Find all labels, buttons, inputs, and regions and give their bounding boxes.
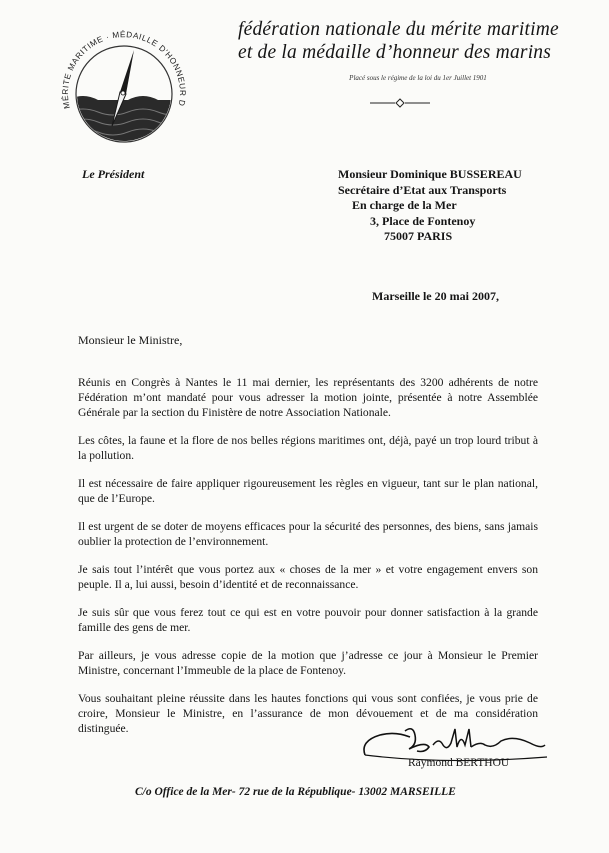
footer-address: C/o Office de la Mer- 72 rue de la République- 13002 MARSEILLE [135, 786, 456, 798]
svg-text:MÉRITE MARITIME · MÉDAILLE D'H [48, 12, 187, 110]
letter-date: Marseille le 20 mai 2007, [372, 289, 499, 303]
body-paragraph: Il est nécessaire de faire appliquer rigoureusement les règles en vigueur, tant sur le plan national, que de l’Europe. [78, 476, 538, 505]
addressee-street: 3, Place de Fontenoy [370, 213, 476, 228]
body-paragraph: Il est urgent de se doter de moyens efficaces pour la sécurité des personnes, des biens, sans jamais oublier la protection de l’environnement. [78, 520, 538, 548]
body-paragraph: Les côtes, la faune et la flore de nos belles régions maritimes ont, déjà, payé un trop lourd tribut à la pollution. [78, 433, 538, 462]
federation-logo [48, 12, 200, 164]
addressee-title: Secrétaire d’Etat aux Transports [338, 182, 507, 197]
body-paragraph: Par ailleurs, je vous adresse copie de la motion que j’adresse ce jour à Monsieur le Premier Ministre, concernant l’Immeuble de la place de Fontenoy. [78, 649, 538, 678]
addressee-name: Monsieur Dominique BUSSEREAU [338, 167, 522, 181]
letter-body [78, 376, 538, 750]
signer-name: Raymond BERTHOU [408, 757, 510, 769]
body-paragraph: Je sais tout l’intérêt que vous portez aux « choses de la mer » et votre engagement envers son peuple. Il a, lui aussi, besoin d’identité et de reconnaissance. [78, 563, 538, 591]
addressee-block [338, 167, 522, 245]
letterhead-title-line2: et de la médaille d’honneur des marins [238, 42, 552, 63]
ornament-divider-icon [370, 95, 430, 113]
addressee-city: 75007 PARIS [384, 229, 453, 243]
body-paragraph: Réunis en Congrès à Nantes le 11 mai dernier, les représentants des 3200 adhérents de notre Fédération m’ont mandaté pour vous adresser la motion jointe, présentée à notre Assemblée Générale par la section du Finistère de notre Association Nationale. [78, 376, 538, 419]
letterhead-title-line1: fédération nationale du mérite maritime [238, 19, 559, 40]
logo-ring-text: MÉRITE MARITIME · MÉDAILLE D'HONNEUR D [60, 30, 188, 110]
salutation: Monsieur le Ministre, [78, 333, 183, 347]
body-paragraph: Je suis sûr que vous ferez tout ce qui est en votre pouvoir pour donner satisfaction à la grande famille des gens de mer. [78, 606, 538, 635]
sender-role: Le Président [82, 167, 145, 181]
addressee-charge: En charge de la Mer [352, 198, 457, 212]
body-paragraph: Vous souhaitant pleine réussite dans les hautes fonctions qui vous sont confiées, je vous prie de croire, Monsieur le Ministre, en l’assurance de mon dévouement et de ma considération distinguée. [78, 692, 538, 736]
letterhead-subtitle: Placé sous le régime de la loi du 1er Juillet 1901 [349, 74, 487, 82]
letterhead-title [238, 18, 598, 64]
